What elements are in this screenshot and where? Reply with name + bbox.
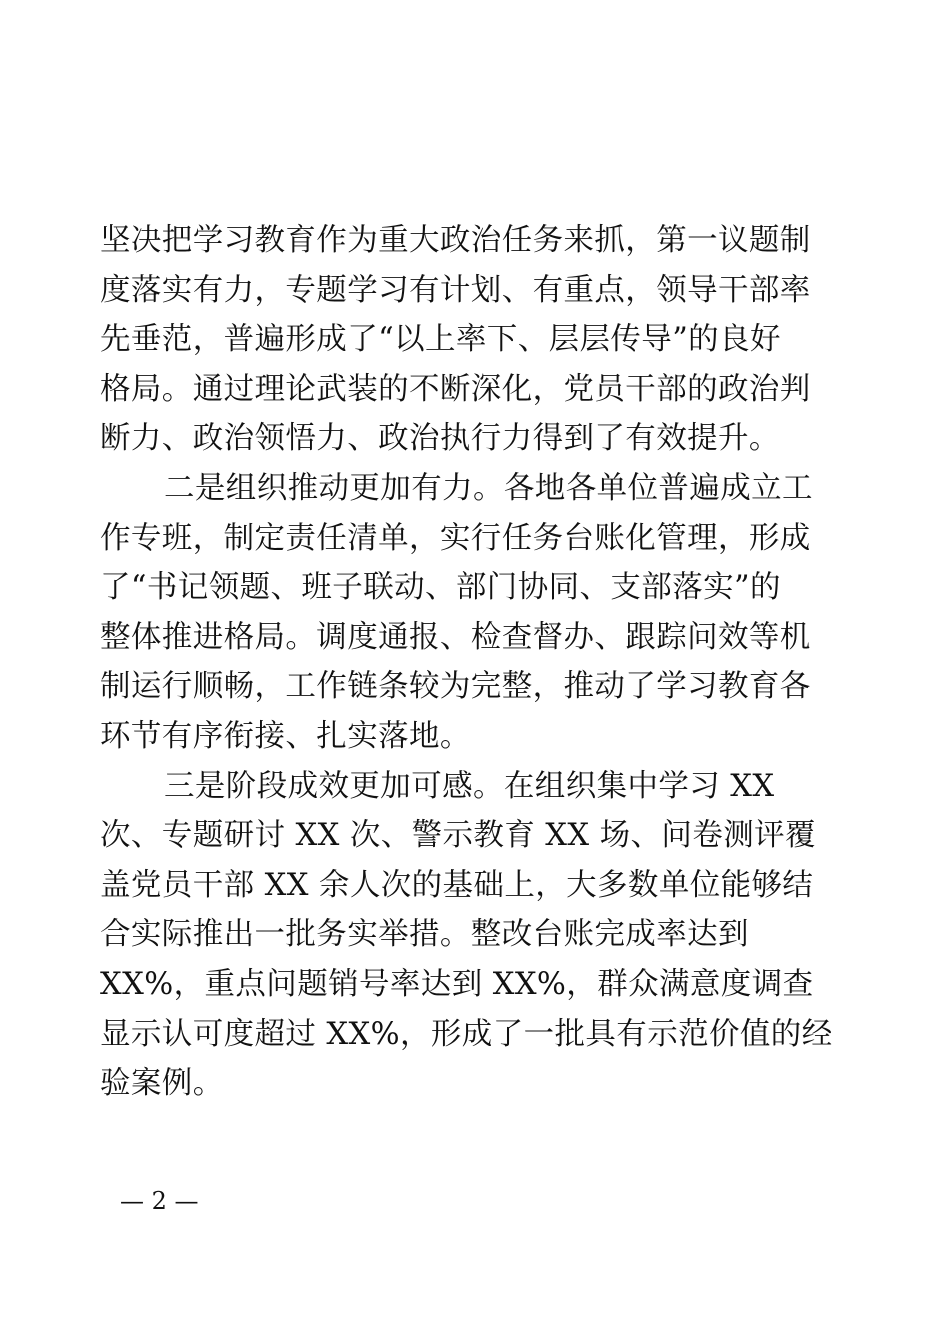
- text-line: 作专班，制定责任清单，实行任务台账化管理，形成: [100, 520, 811, 556]
- text-line: 次、专题研讨 XX 次、警示教育 XX 场、问卷测评覆: [100, 818, 816, 854]
- text-line: 盖党员干部 XX 余人次的基础上，大多数单位能够结: [100, 867, 814, 903]
- text-line: 坚决把学习教育作为重大政治任务来抓，第一议题制: [100, 223, 811, 258]
- text-line: 了“书记领题、班子联动、部门协同、支部落实”的: [100, 570, 781, 606]
- paragraph-start-line: 二是组织推动更加有力。各地各单位普遍成立工: [164, 470, 813, 506]
- page-number: — 2 —: [120, 1187, 199, 1215]
- text-line: 制运行顺畅，工作链条较为完整，推动了学习教育各: [100, 669, 811, 705]
- document-body: [100, 216, 850, 1109]
- text-line: 先垂范，普遍形成了“以上率下、层层传导”的良好: [100, 322, 781, 358]
- text-line: 验案例。: [100, 1066, 224, 1102]
- text-line: 整体推进格局。调度通报、检查督办、跟踪问效等机: [100, 619, 811, 655]
- text-line: 度落实有力，专题学习有计划、有重点，领导干部率: [100, 272, 811, 308]
- paragraph-start-line: 三是阶段成效更加可感。在组织集中学习 XX: [164, 768, 775, 804]
- text-line: XX%，重点问题销号率达到 XX%，群众满意度调查: [100, 966, 814, 1002]
- text-line: 环节有序衔接、扎实落地。: [100, 718, 471, 754]
- text-line: 显示认可度超过 XX%，形成了一批具有示范价值的经: [100, 1016, 833, 1052]
- text-line: 格局。通过理论武装的不断深化，党员干部的政治判: [100, 371, 811, 407]
- text-line: 断力、政治领悟力、政治执行力得到了有效提升。: [100, 421, 780, 457]
- text-line: 合实际推出一批务实举措。整改台账完成率达到: [100, 917, 749, 953]
